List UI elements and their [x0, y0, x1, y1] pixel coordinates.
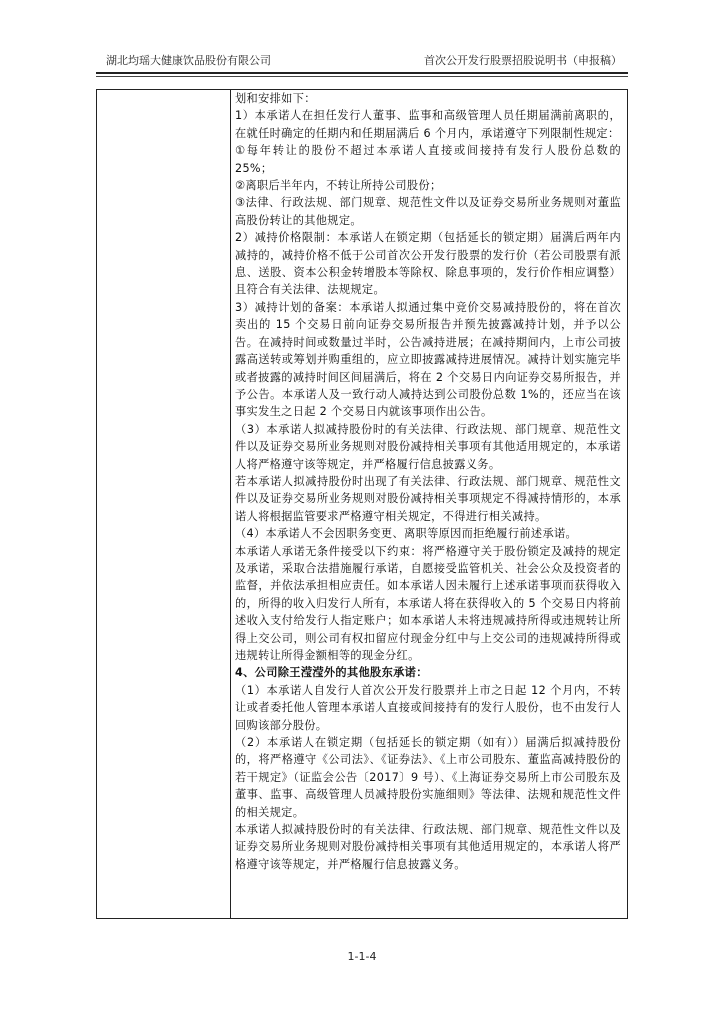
paragraph: 本承诺人拟减持股份时的有关法律、行政法规、部门规章、规范性文件以及证券交易所业务规则对股份减持相关事项有其他适用规定的，本承诺人将严格遵守该等规定，并严格履行信息披露义务。	[235, 823, 621, 871]
table-right-cell	[235, 90, 621, 873]
paragraph: 1）本承诺人在担任发行人董事、监事和高级管理人员任期届满前离职的，在就任时确定的任期内和任期届满后 6 个月内，承诺遵守下列限制性规定：	[235, 109, 621, 140]
table-left-cell	[97, 90, 231, 918]
page-header	[96, 52, 628, 70]
paragraph: （2）本承诺人在锁定期（包括延长的锁定期（如有））届满后拟减持股份的，将严格遵守《公司法》、《证券法》、《上市公司股东、董监高减持股份的若干规定》（证监会公告〔2017〕9 号）、《上海证券交易所上市公司股东及董事、监事、高级管理人员减持股份实施细则》等法律、法规和规范性文件的相关规定。	[235, 736, 621, 819]
paragraph: （4）本承诺人不会因职务变更、离职等原因而拒绝履行前述承诺。	[235, 527, 578, 541]
header-rule	[96, 72, 628, 74]
section-heading: 4、公司除王滢滢外的其他股东承诺：	[235, 666, 428, 680]
paragraph: ③法律、行政法规、部门规章、规范性文件以及证券交易所业务规则对董监高股份转让的其他规定。	[235, 196, 621, 227]
company-name: 湖北均瑶大健康饮品股份有限公司	[106, 54, 271, 67]
paragraph: ①每年转让的股份不超过本承诺人直接或间接持有发行人股份总数的 25%；	[235, 144, 621, 175]
commitment-table	[96, 89, 628, 919]
paragraph: （3）本承诺人拟减持股份时的有关法律、行政法规、部门规章、规范性文件以及证券交易所业务规则对股份减持相关事项有其他适用规定的，本承诺人将严格遵守该等规定，并严格履行信息披露义务。	[235, 422, 621, 471]
document-title: 首次公开发行股票招股说明书（申报稿）	[424, 54, 622, 67]
paragraph: 本承诺人承诺无条件接受以下约束：将严格遵守关于股份锁定及减持的规定及承诺，采取合法措施履行承诺，自愿接受监管机关、社会公众及投资者的监督，并依法承担相应责任。如本承诺人因未履行上述承诺事项而获得收入的，所得的收入归发行人所有，本承诺人将在获得收入的 5 个交易日内将前述收入支付给发行人指定账户；如本承诺人未将违规减持所得或违规转让所得上交公司，则公司有权扣留应付现金分红中与上交公司的违规减持所得或违规转让所得金额相等的现金分红。	[235, 544, 621, 662]
paragraph: 划和安排如下：	[235, 92, 316, 105]
paragraph: 3）减持计划的备案：本承诺人拟通过集中竞价交易减持股份的，将在首次卖出的 15 个交易日前向证券交易所报告并预先披露减持计划，并予以公告。在减持时间或数量过半时，公告减持进展；在减持期间内，上市公司披露高送转或筹划并购重组的，应立即披露减持进展情况。减持计划实施完毕或者披露的减持时间区间届满后，将在 2 个交易日内向证券交易所报告，并予公告。本承诺人及一致行动人减持达到公司股份总数 1%的，还应当在该事实发生之日起 2 个交易日内就该事项作出公告。	[235, 300, 621, 419]
paragraph: 2）减持价格限制：本承诺人在锁定期（包括延长的锁定期）届满后两年内减持的，减持价格不低于公司首次公开发行股票的发行价（若公司股票有派息、送股、资本公积金转增股本等除权、除息事项的，发行价作相应调整）且符合有关法律、法规规定。	[235, 231, 621, 297]
paragraph: （1）本承诺人自发行人首次公开发行股票并上市之日起 12 个月内，不转让或者委托他人管理本承诺人直接或间接持有的发行人股份，也不由发行人回购该部分股份。	[235, 683, 621, 732]
paragraph: ②离职后半年内，不转让所持公司股份；	[235, 179, 442, 193]
paragraph: 若本承诺人拟减持股份时出现了有关法律、行政法规、部门规章、规范性文件以及证券交易所业务规则对股份减持相关事项规定不得减持情形的，本承诺人将根据监管要求严格遵守相关规定，不得进行相关减持。	[235, 474, 621, 523]
page-number: 1-1-4	[347, 950, 377, 963]
header-rule-thin	[96, 76, 628, 77]
